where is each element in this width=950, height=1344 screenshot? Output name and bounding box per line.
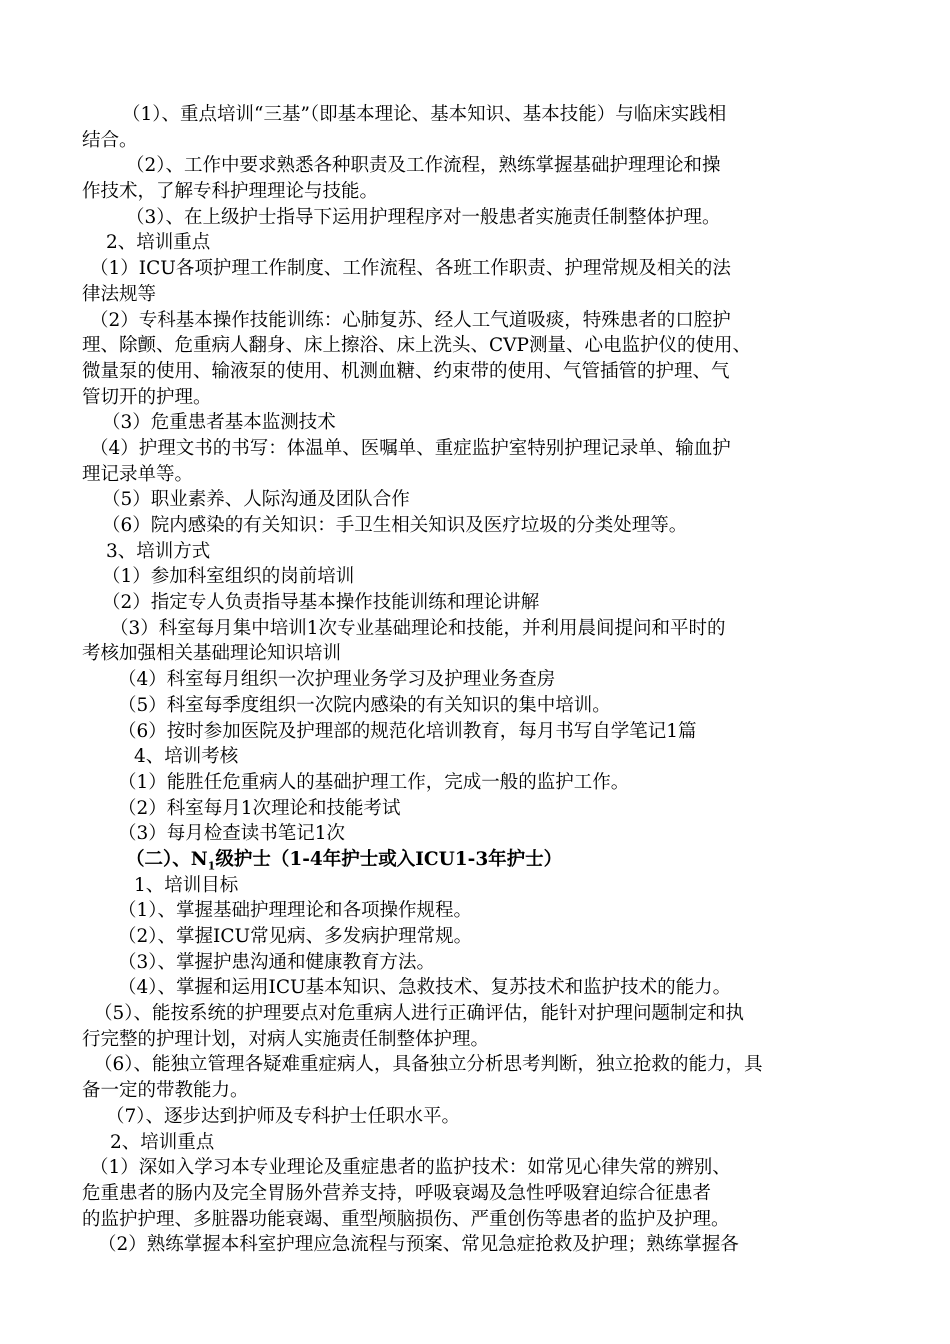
text-line: 考核加强相关基础理论知识培训 [82,643,342,665]
text-line: （1）能胜任危重病人的基础护理工作，完成一般的监护工作。 [118,771,630,793]
text-line: 律法规等 [82,283,157,305]
text-line: （3）科室每月集中培训1次专业基础理论和技能，并利用晨间提问和平时的 [110,617,726,639]
text-line: （4）、掌握和运用ICU基本知识、急救技术、复苏技术和监护技术的能力。 [118,977,732,999]
text-line: （3）、掌握护患沟通和健康教育方法。 [118,951,436,973]
text-line: 2、培训重点 [110,1131,215,1153]
text-line: 行完整的护理计划，对病人实施责任制整体护理。 [82,1028,490,1050]
text-line: （6）按时参加医院及护理部的规范化培训教育，每月书写自学笔记1篇 [118,720,697,742]
text-line: （7）、逐步达到护师及专科护士任职水平。 [106,1105,461,1127]
text-line: 微量泵的使用、输液泵的使用、机测血糖、约束带的使用、气管插管的护理、气 [82,360,730,382]
text-line: 的监护护理、多脏器功能衰竭、重型颅脑损伤、严重创伤等患者的监护及护理。 [82,1208,730,1230]
text-line: （5）、能按系统的护理要点对危重病人进行正确评估，能针对护理问题制定和执 [94,1003,745,1025]
text-line: 理记录单等。 [82,463,194,485]
text-line: 4、培训考核 [134,746,239,768]
text-line: （2）、工作中要求熟悉各种职责及工作流程，熟练掌握基础护理理论和操 [126,155,721,177]
heading-text-end: 级护士（1-4年护士或入ICU1-3年护士） [215,848,563,870]
text-line: （2）科室每月1次理论和技能考试 [118,797,401,819]
text-line: 3、培训方式 [106,540,211,562]
text-line: （3）、在上级护士指导下运用护理程序对一般患者实施责任制整体护理。 [126,206,721,228]
heading-subscript: 1 [207,859,216,873]
text-line: （1）深如入学习本专业理论及重症患者的监护技术：如常见心律失常的辨别、 [90,1157,731,1179]
text-line: 危重患者的肠内及完全胃肠外营养支持，呼吸衰竭及急性呼吸窘迫综合征患者 [82,1182,712,1204]
text-line: （1）ICU各项护理工作制度、工作流程、各班工作职责、护理常规及相关的法 [90,258,731,280]
text-line: 结合。 [82,129,138,151]
text-line: （3）危重患者基本监测技术 [102,412,336,434]
text-line: （2）熟练掌握本科室护理应急流程与预案、常见急症抢救及护理；熟练掌握各 [98,1234,739,1256]
text-line: 管切开的护理。 [82,386,212,408]
text-line: （1）、掌握基础护理理论和各项操作规程。 [118,900,473,922]
text-line: 2、培训重点 [106,232,211,254]
text-line: 备一定的带教能力。 [82,1080,249,1102]
text-line: （2）、掌握ICU常见病、多发病护理常规。 [118,926,473,947]
text-line: 1、培训目标 [134,874,239,896]
text-line: （1）参加科室组织的岗前培训 [102,566,355,588]
text-line: （6）院内感染的有关知识：手卫生相关知识及医疗垃圾的分类处理等。 [102,515,688,536]
document-body [82,102,872,1258]
text-line: （4）科室每月组织一次护理业务学习及护理业务查房 [118,669,556,691]
heading-text-start: （二）、N [126,848,208,870]
text-line: （3）每月检查读书笔记1次 [118,823,346,845]
text-line: （2）指定专人负责指导基本操作技能训练和理论讲解 [102,592,540,614]
text-line: （6）、能独立管理各疑难重症病人，具备独立分析思考判断，独立抢救的能力，具 [94,1054,763,1076]
section-heading [82,847,872,873]
text-line: 作技术，了解专科护理理论与技能。 [82,181,379,203]
text-line: （5）职业素养、人际沟通及团队合作 [102,489,410,511]
text-line: （1）、重点培训“三基”（即基本理论、基本知识、基本技能）与临床实践相 [122,104,727,125]
text-line: （5）科室每季度组织一次院内感染的有关知识的集中培训。 [118,694,611,716]
text-line: 理、除颤、危重病人翻身、床上擦浴、床上洗头、CVP测量、心电监护仪的使用、 [82,335,751,357]
text-line: （2）专科基本操作技能训练：心肺复苏、经人工气道吸痰，特殊患者的口腔护 [90,309,731,331]
text-line: （4）护理文书的书写：体温单、医嘱单、重症监护室特别护理记录单、输血护 [90,437,731,459]
